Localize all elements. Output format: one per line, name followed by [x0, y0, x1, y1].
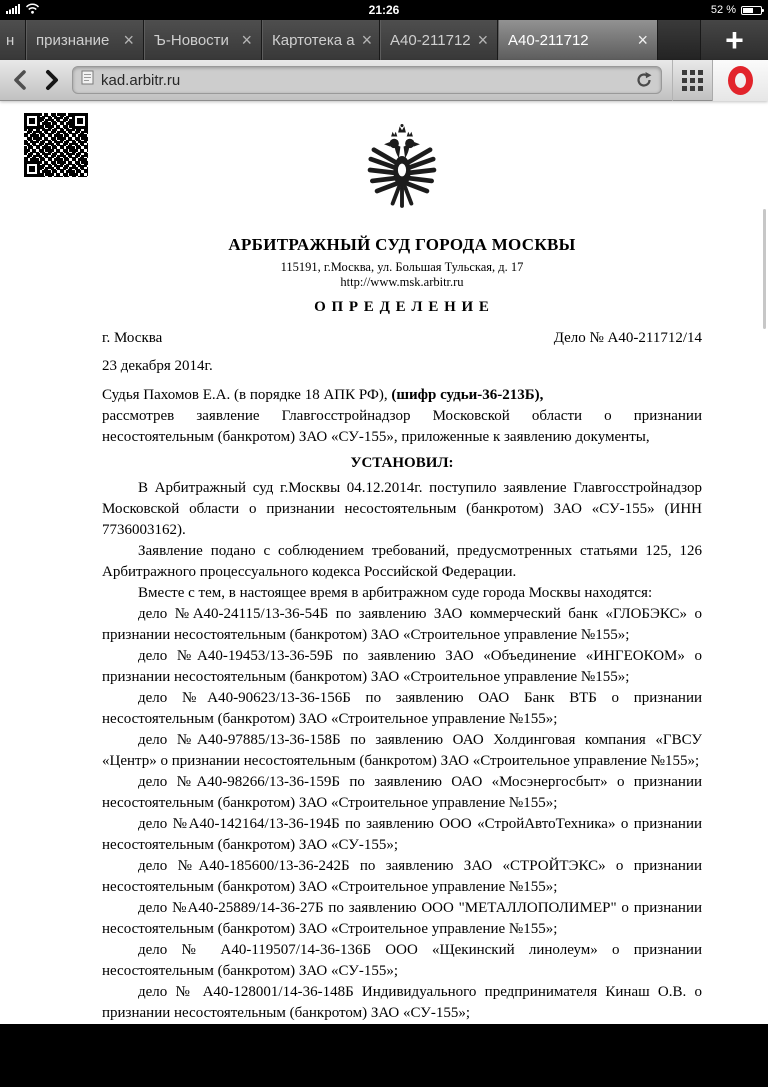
- battery-icon: [741, 6, 762, 15]
- case-item: дело №А40-19453/13-36-59Б по заявлению ЗАО «Объединение «ИНГЕОКОМ» о признании несостоятельным (банкротом) ЗАО «Строительное управление №155»;: [102, 648, 702, 685]
- scrollbar[interactable]: [763, 209, 766, 329]
- body-paragraph: Заявление подано с соблюдением требований, предусмотренных статьями 125, 126 Арбитражного процессуального кодекса Российской Федерации.: [102, 543, 702, 580]
- document-city: г. Москва: [102, 330, 163, 346]
- reload-icon: [635, 71, 653, 89]
- case-item: дело №А40-185600/13-36-242Б по заявлению ЗАО «СТРОЙТЭКС» о признании несостоятельным (банкротом) ЗАО «Строительное управление №155»;: [102, 858, 702, 895]
- court-name: АРБИТРАЖНЫЙ СУД ГОРОДА МОСКВЫ: [228, 235, 576, 254]
- application-summary: рассмотрев заявление Главгосстройнадзор Московской области о признании несостоятельным (банкротом) ЗАО «СУ-155», приложенные к заявлению документы,: [102, 408, 702, 445]
- tab-close-button[interactable]: ×: [637, 30, 648, 50]
- url-text: kad.arbitr.ru: [101, 71, 181, 89]
- opera-logo-icon: [728, 66, 753, 95]
- court-website: http://www.msk.arbitr.ru: [340, 275, 464, 289]
- status-right-icons: [711, 0, 762, 20]
- opera-menu-button[interactable]: [712, 60, 768, 101]
- tab-label: А40-211712: [508, 31, 589, 49]
- court-document: [102, 101, 702, 1087]
- case-number: Дело № А40-211712/14: [553, 330, 702, 346]
- tab[interactable]: [144, 20, 262, 60]
- tab-close-button[interactable]: ×: [241, 30, 252, 50]
- meta-row: [102, 330, 702, 347]
- tab-label: признание: [36, 31, 110, 49]
- case-item: дело №А40-97885/13-36-158Б по заявлению ОАО Холдинговая компания «ГВСУ «Центр» о признании несостоятельным (банкротом) ЗАО «Строительное управление №155»;: [102, 732, 702, 769]
- tab[interactable]: [0, 20, 26, 60]
- page-icon: [81, 70, 94, 90]
- page-content: [0, 101, 768, 1084]
- tab-close-button[interactable]: ×: [361, 30, 373, 50]
- tab-close-button[interactable]: ×: [123, 30, 134, 50]
- body-paragraph: Вместе с тем, в настоящее время в арбитражном суде города Москвы находятся:: [138, 585, 653, 601]
- case-item: дело №А40-98266/13-36-159Б по заявлению ОАО «Мосэнергосбыт» о признании несостоятельным (банкротом) ЗАО «Строительное управление №155»;: [102, 774, 702, 811]
- resolution-heading: УСТАНОВИЛ:: [350, 455, 454, 471]
- tab-label: н: [6, 31, 15, 49]
- qr-code: [24, 113, 88, 177]
- case-item: дело №А40-90623/13-36-156Б по заявлению ОАО Банк ВТБ о признании несостоятельным (банкротом) ЗАО «Строительное управление №155»;: [102, 690, 702, 727]
- status-left-icons: [6, 0, 40, 20]
- case-item: дело № А40-128001/14-36-148Б Индивидуального предпринимателя Кинаш О.В. о признании несостоятельным (банкротом) ЗАО «СУ-155»;: [102, 984, 702, 1021]
- case-item: дело № А40-152925/14-36-206Б ООО «Литана» о признании несостоятельным (банкротом) ЗАО «СУ-155»;: [102, 1026, 702, 1063]
- court-address: 115191, г.Москва, ул. Большая Тульская, д. 17: [280, 260, 524, 274]
- browser-toolbar: [0, 60, 768, 101]
- tab-overview-button[interactable]: [672, 60, 712, 101]
- tab[interactable]: [262, 20, 380, 60]
- tab[interactable]: [380, 20, 498, 60]
- document-type-heading: О П Р Е Д Е Л Е Н И Е: [314, 299, 490, 315]
- new-tab-button[interactable]: +: [700, 20, 768, 60]
- address-bar[interactable]: [72, 66, 662, 94]
- case-item: дело №А40-25889/14-36-27Б по заявлению ООО "МЕТАЛЛОПОЛИМЕР" о признании несостоятельным (банкротом) ЗАО «Строительное управление №155»;: [102, 900, 702, 937]
- tab-label: Картотека а: [272, 31, 355, 49]
- grid-icon: [682, 70, 703, 91]
- forward-button[interactable]: [36, 65, 66, 95]
- case-item: дело №А40-142164/13-36-194Б по заявлению ООО «СтройАвтоТехника» о признании несостоятельным (банкротом) ЗАО «СУ-155»;: [102, 816, 702, 853]
- coat-of-arms: [363, 123, 441, 217]
- wifi-icon: [25, 3, 40, 17]
- case-item: дело №А40-24115/13-36-54Б по заявлению ЗАО коммерческий банк «ГЛОБЭКС» о признании несостоятельным (банкротом) ЗАО «Строительное управление №155»;: [102, 606, 702, 643]
- document-date: 23 декабря 2014г.: [102, 358, 213, 374]
- cellular-signal-icon: [6, 3, 20, 17]
- tab-label: Ъ-Новости: [154, 31, 229, 49]
- reload-button[interactable]: [635, 71, 653, 89]
- chevron-left-icon: [9, 68, 33, 92]
- body-paragraph: В Арбитражный суд г.Москвы 04.12.2014г. поступило заявление Главгосстройнадзор Московской области о признании несостоятельным (банкротом) ЗАО «СУ-155» (ИНН 7736003162).: [102, 480, 702, 538]
- tab-close-button[interactable]: ×: [477, 30, 489, 50]
- tab-strip: [0, 20, 768, 60]
- tab[interactable]: [498, 20, 658, 60]
- judge-line: Судья Пахомов Е.А. (в порядке 18 АПК РФ), (шифр судьи-36-213Б),: [102, 387, 544, 403]
- chevron-right-icon: [39, 68, 63, 92]
- status-time: 21:26: [368, 3, 400, 17]
- case-item: дело № А40-119507/14-36-136Б ООО «Щекинский линолеум» о признании несостоятельным (банкротом) ЗАО «СУ-155»;: [102, 942, 702, 979]
- document-body: [102, 385, 702, 1087]
- case-item: дело № А40-143980/14-36-189Б ООО «Служба Правового Содействия» о: [138, 1068, 606, 1084]
- status-bar: [0, 0, 768, 20]
- tab-label: А40-211712: [390, 31, 471, 49]
- back-button[interactable]: [6, 65, 36, 95]
- tab[interactable]: [26, 20, 144, 60]
- battery-percent: 52 %: [710, 4, 736, 16]
